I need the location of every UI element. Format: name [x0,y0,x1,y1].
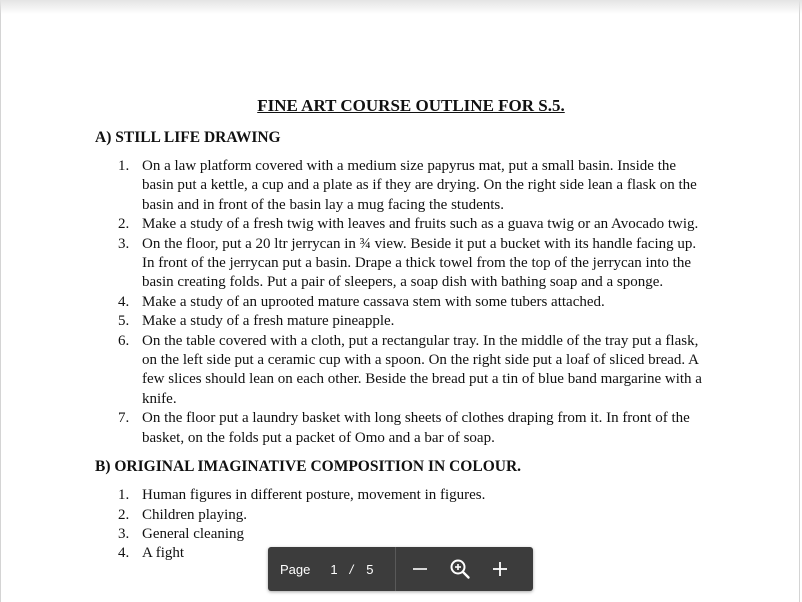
list-item [95,525,710,544]
list-item-number: 2. [118,506,130,523]
document-content [95,96,710,573]
list-item-number: 4. [118,545,130,562]
list-item [95,157,710,215]
section-a-list [95,157,710,448]
section-heading-a: A) STILL LIFE DRAWING [95,129,281,146]
section-heading-b: B) ORIGINAL IMAGINATIVE COMPOSITION IN COLOUR. [95,458,522,476]
list-item-number: 3. [118,235,130,252]
list-item [95,506,710,525]
zoom-in-button[interactable] [480,547,520,591]
list-item-text: On the table covered with a cloth, put a rectangular tray. In the middle of the tray put a flask, on the left side put a ceramic cup with a spoon. On the right side put a loaf of sliced bread. A few slices should lean on each other. Beside the bread put a tin of blue band margarine with a knife. [142,332,702,407]
document-title: FINE ART COURSE OUTLINE FOR S.5. [257,96,565,115]
page-separator: / [349,561,354,577]
list-item [95,409,710,448]
list-item-text: Make a study of a fresh twig with leaves and fruits such as a guava twig or an Avocado twig. [142,216,699,233]
minus-icon [412,561,428,577]
plus-icon [492,561,508,577]
pdf-page-toolbar [268,547,533,591]
list-item-number: 6. [118,332,130,349]
list-item-text: On a law platform covered with a medium size papyrus mat, put a small basin. Inside the basin put a kettle, a cup and a plate as if they are drying. On the right side lean a flask on the basin and in front of the basin lay a mug facing the students. [142,158,697,213]
page-top-shadow [0,0,802,14]
list-item [95,293,710,312]
list-item-text: General cleaning [142,525,245,542]
total-pages: 5 [366,561,374,577]
list-item [95,235,710,293]
page-label: Page [280,561,311,577]
list-item-number: 4. [118,293,130,310]
list-item-text: On the floor put a laundry basket with long sheets of clothes draping from it. In front of the basket, on the folds put a packet of Omo and a bar of soap. [142,410,690,446]
toolbar-divider [395,547,396,591]
list-item-text: On the floor, put a 20 ltr jerrycan in ¾ view. Beside it put a bucket with its handle facing up. In front of the jerrycan put a basin. Drape a thick towel from the top of the jerrycan into the basin creating folds. Put a pair of sleepers, a soap dish with bathing soap and a sponge. [142,235,697,291]
list-item [95,332,710,410]
current-page-input[interactable]: 1 [330,561,338,577]
list-item-text: Human figures in different posture, movement in figures. [142,487,486,504]
list-item [95,215,710,234]
zoom-out-button[interactable] [400,547,440,591]
zoom-magnifier-icon [449,558,471,580]
list-item-number: 1. [118,158,130,174]
list-item-number: 5. [118,313,130,330]
list-item [95,312,710,331]
list-item-text: Make a study of a fresh mature pineapple. [142,313,395,330]
list-item-number: 2. [118,216,130,233]
list-item-number: 7. [118,410,130,427]
list-item-text: Make a study of an uprooted mature cassava stem with some tubers attached. [142,293,605,310]
list-item-text: A fight [142,545,185,562]
list-item-number: 3. [118,525,130,542]
zoom-fit-button[interactable] [440,547,480,591]
list-item-text: Children playing. [142,506,247,523]
list-item [95,486,710,505]
list-item-number: 1. [118,487,130,504]
